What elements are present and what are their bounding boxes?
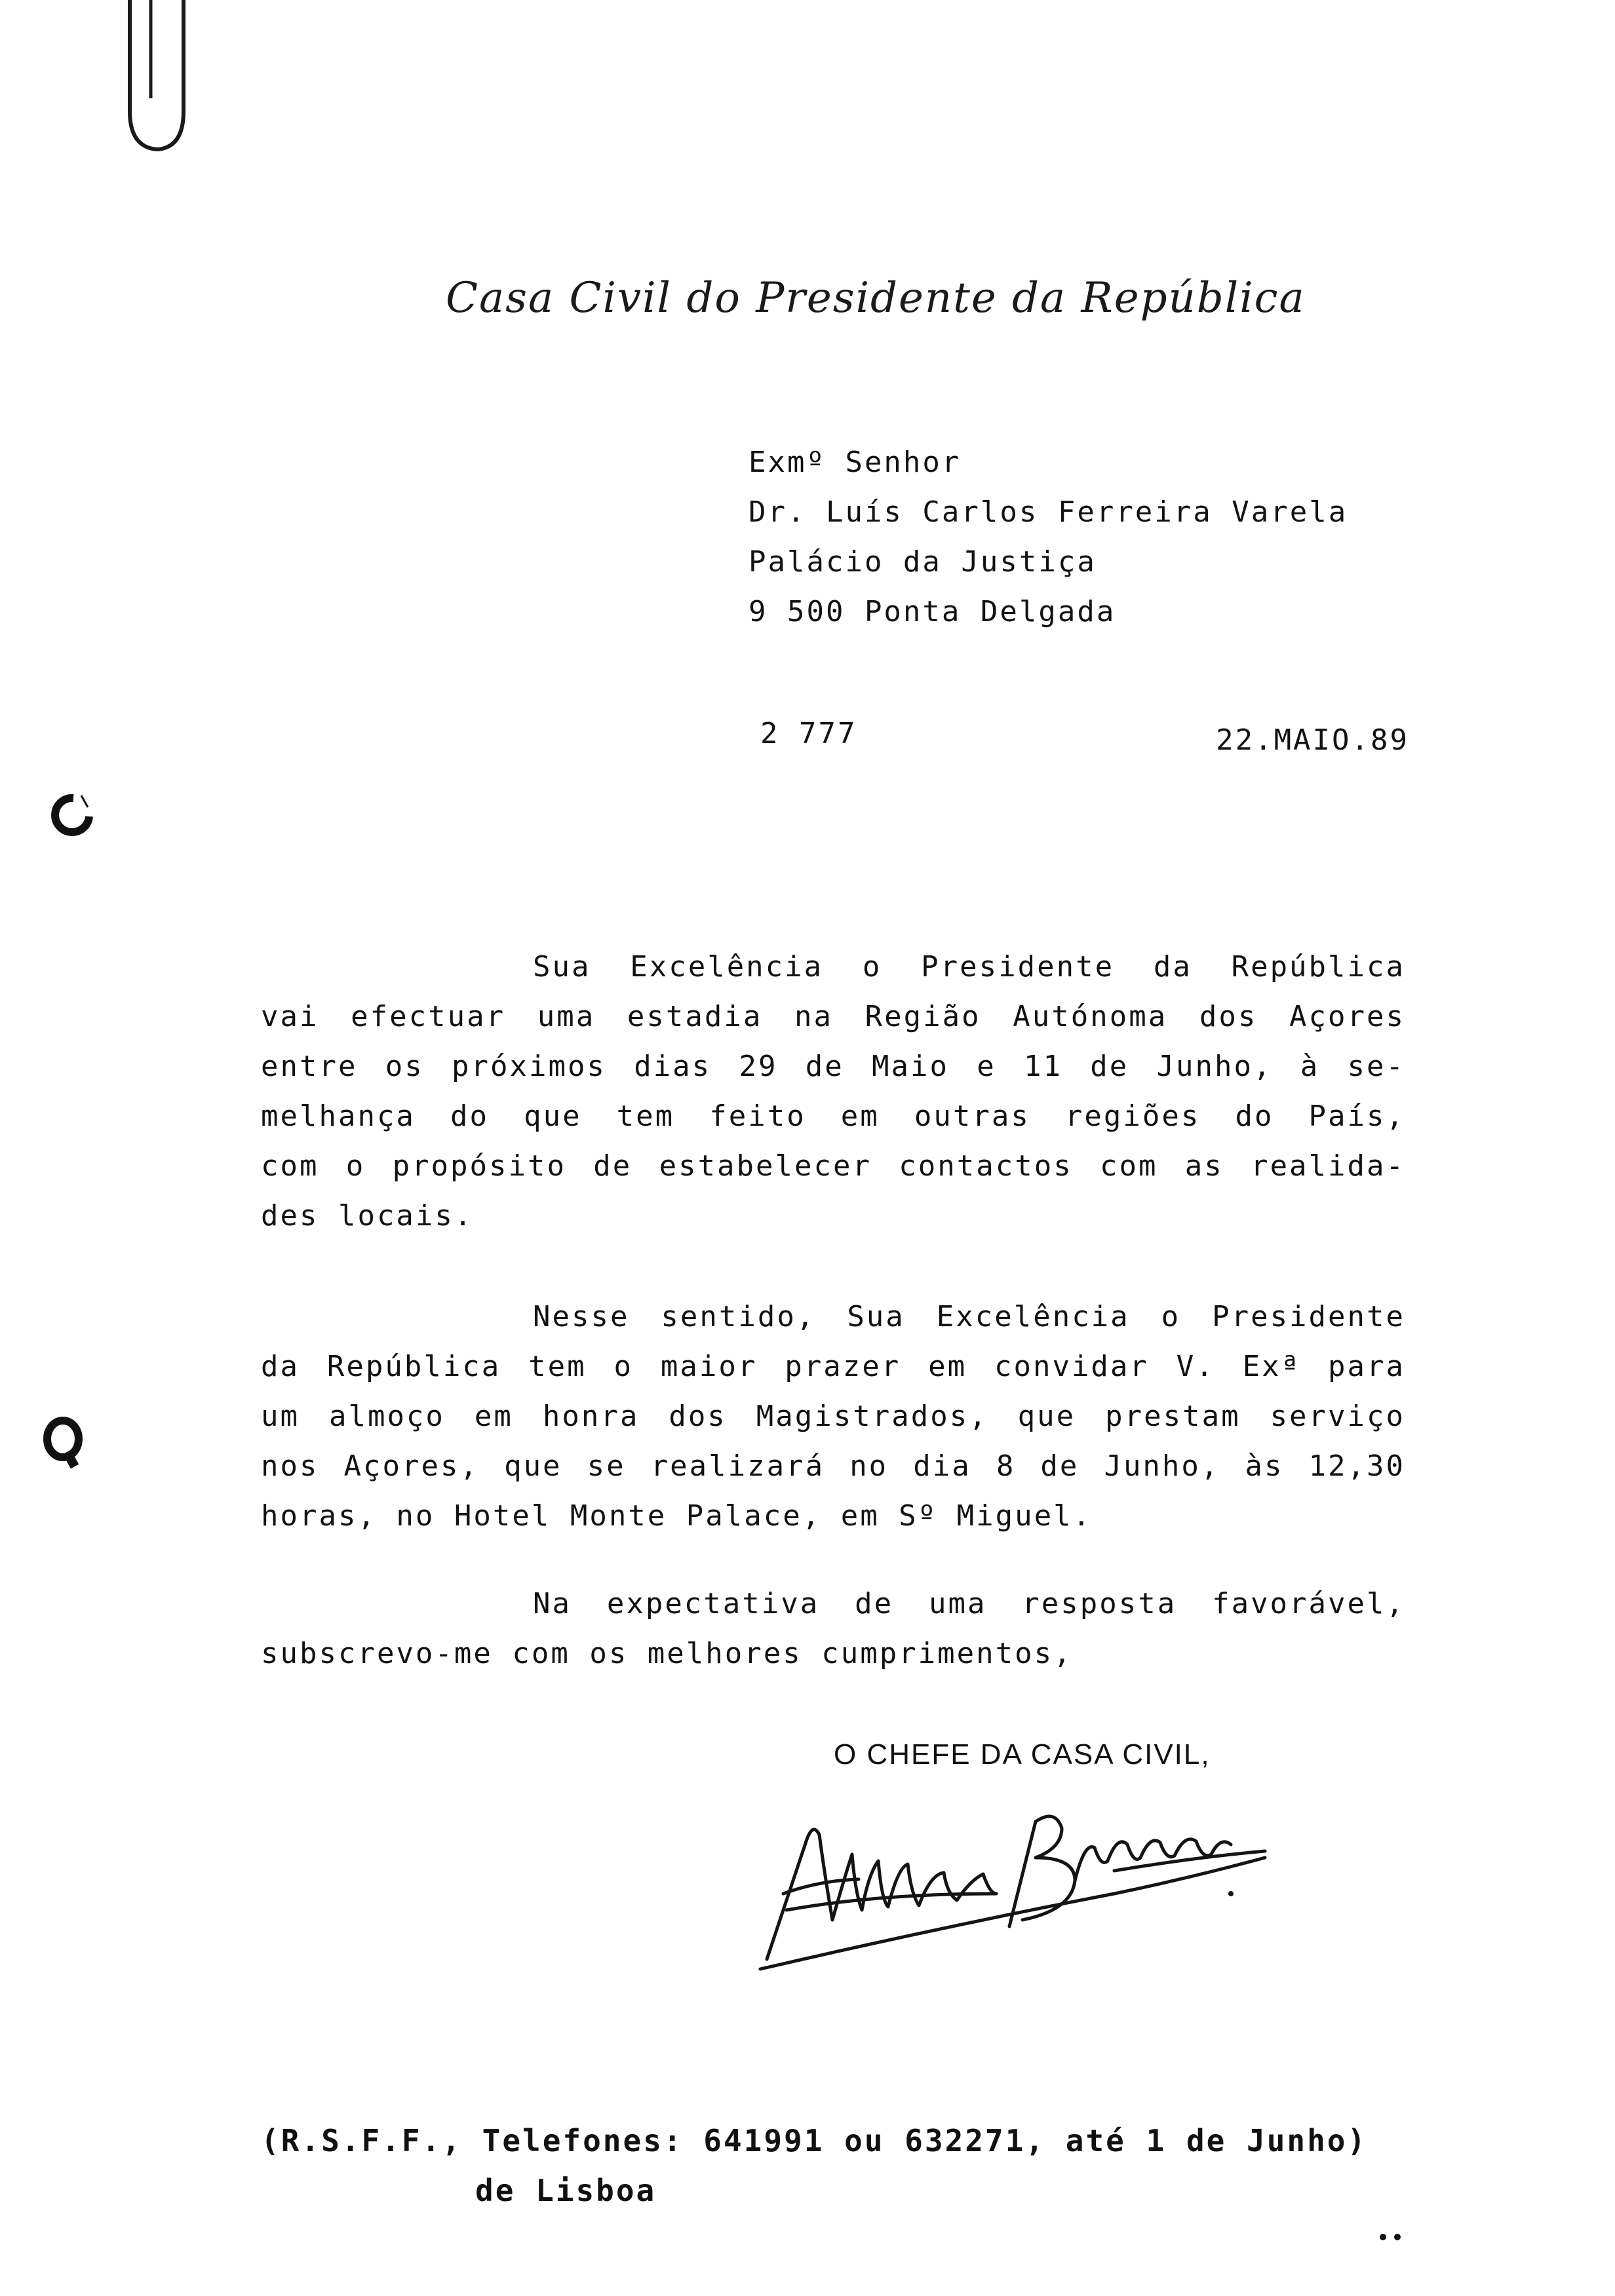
paragraph-line: Sua Excelência o Presidente da República [533, 950, 1405, 984]
signatory-title: O CHEFE DA CASA CIVIL, [834, 1738, 1211, 1770]
recipient-city: 9 500 Ponta Delgada [749, 595, 1116, 628]
reference-number: 2 777 [760, 717, 857, 750]
punch-hole-mark-upper [49, 792, 94, 844]
footer-location: de Lisboa [475, 2173, 657, 2208]
recipient-building: Palácio da Justiça [749, 545, 1097, 579]
binder-clip-mark [118, 0, 197, 157]
body-paragraph-3 [261, 1579, 1405, 1679]
punch-hole-mark-lower [41, 1414, 87, 1473]
stray-dots-mark [1375, 2230, 1408, 2244]
body-paragraph-1 [261, 942, 1405, 1241]
paragraph-line: nos Açores, que se realizará no dia 8 de Junho, às 12,30 [261, 1449, 1405, 1483]
paragraph-line: vai efectuar uma estadia na Região Autónoma dos Açores [261, 1000, 1405, 1033]
recipient-salutation: Exmº Senhor [749, 446, 962, 479]
paragraph-line: com o propósito de estabelecer contactos com as realida- [261, 1149, 1405, 1183]
paragraph-line: horas, no Hotel Monte Palace, em Sº Miguel. [261, 1499, 1093, 1533]
handwritten-signature [747, 1795, 1272, 1979]
letterhead-title: Casa Civil do Presidente da República [446, 274, 1306, 322]
paragraph-line: subscrevo-me com os melhores cumprimentos, [261, 1637, 1073, 1670]
body-paragraph-2 [261, 1292, 1405, 1541]
paragraph-line: Na expectativa de uma resposta favorável, [533, 1587, 1405, 1620]
paragraph-line: melhança do que tem feito em outras regiões do País, [261, 1100, 1405, 1133]
paragraph-line: da República tem o maior prazer em convidar V. Exª para [261, 1350, 1405, 1383]
recipient-name: Dr. Luís Carlos Ferreira Varela [749, 495, 1348, 529]
paragraph-line: entre os próximos dias 29 de Maio e 11 de Junho, à se- [261, 1050, 1405, 1083]
paragraph-line: des locais. [261, 1199, 474, 1233]
paragraph-line: Nesse sentido, Sua Excelência o Presidente [533, 1300, 1405, 1333]
recipient-address [749, 438, 1348, 637]
paragraph-line: um almoço em honra dos Magistrados, que prestam serviço [261, 1400, 1405, 1433]
footer-contact-line: (R.S.F.F., Telefones: 641991 ou 632271, até 1 de Junho) [261, 2123, 1368, 2158]
letter-date: 22.MAIO.89 [1216, 723, 1409, 757]
